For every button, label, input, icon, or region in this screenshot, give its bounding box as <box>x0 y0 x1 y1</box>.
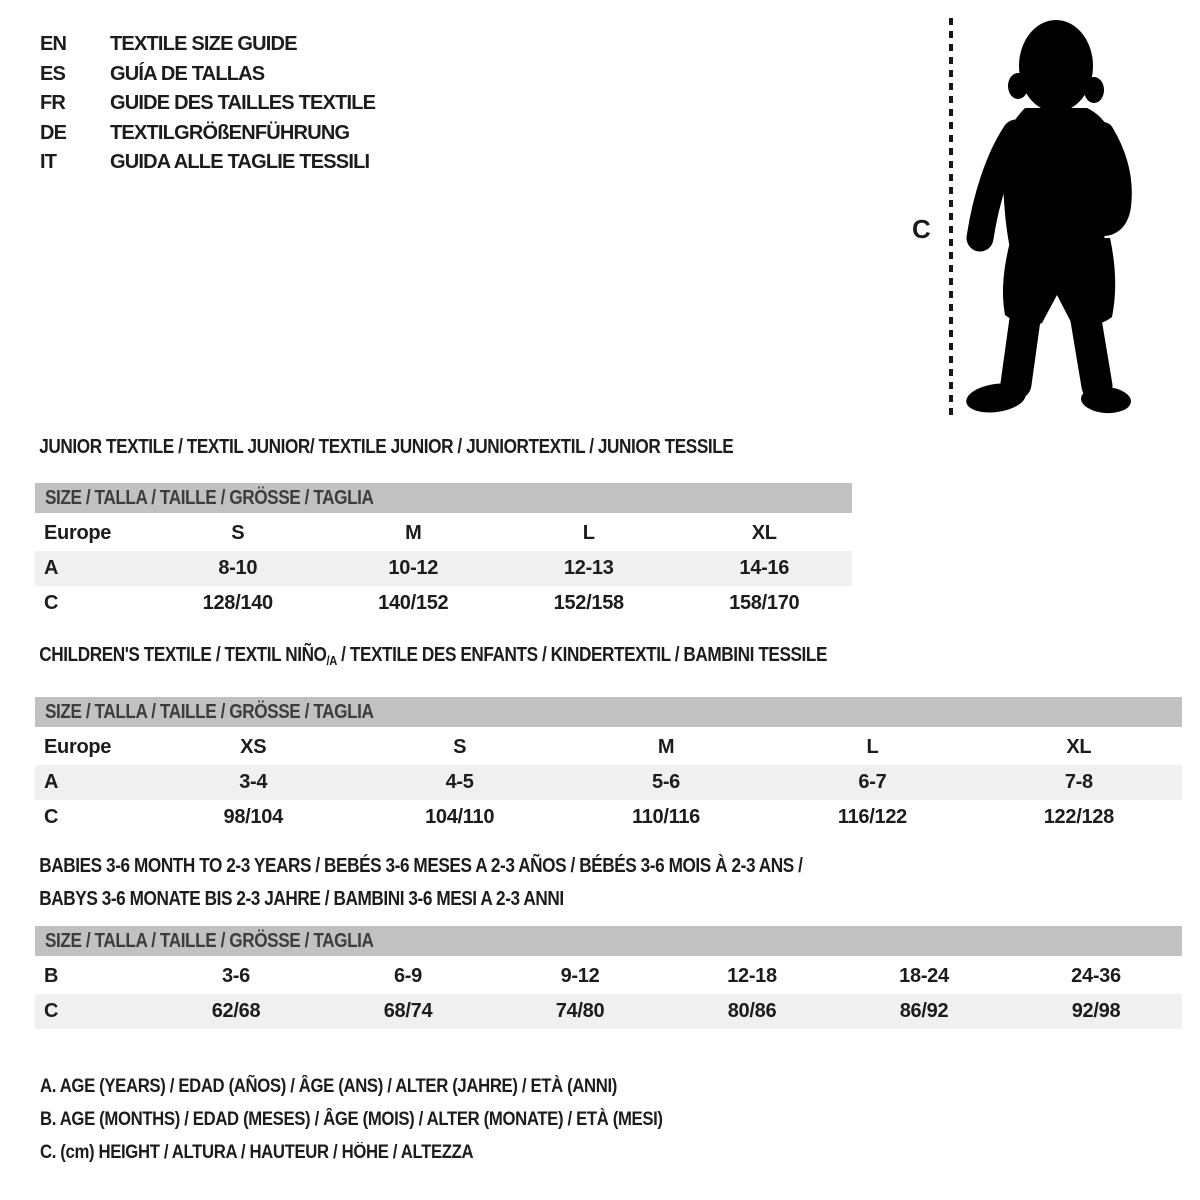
height-cell: 152/158 <box>553 592 624 614</box>
legend-line-c: C. (cm) HEIGHT / ALTURA / HAUTEUR / HÖHE / ALTEZZA <box>40 1142 474 1163</box>
height-cell: 62/68 <box>211 1000 261 1022</box>
row-label: C <box>44 806 59 828</box>
babies-textile-section <box>35 850 1182 1029</box>
height-cell: 86/92 <box>899 1000 949 1022</box>
size-cell: L <box>582 522 595 544</box>
legend-line-a: A. AGE (YEARS) / EDAD (AÑOS) / ÂGE (ANS) / ALTER (JAHRE) / ETÀ (ANNI) <box>40 1076 618 1097</box>
age-cell: 6-7 <box>858 771 887 793</box>
junior-table <box>35 483 852 621</box>
size-header-text: SIZE / TALLA / TAILLE / GRÖSSE / TAGLIA <box>45 700 374 723</box>
babies-title-line2: BABYS 3-6 MONATE BIS 2-3 JAHRE / BAMBINI 3-6 MESI A 2-3 ANNI <box>39 888 564 910</box>
language-row-en <box>40 30 375 60</box>
row-label: B <box>44 965 59 987</box>
measurement-legend <box>40 1070 748 1169</box>
size-header-bar <box>35 926 1182 956</box>
row-label: Europe <box>44 736 112 758</box>
children-age-row <box>35 765 1182 800</box>
age-cell: 10-12 <box>388 557 439 579</box>
title-text: / TEXTILE DES ENFANTS / KINDERTEXTIL / BAMBINI TESSILE <box>336 644 828 666</box>
size-cell: M <box>405 522 422 544</box>
months-cell: 6-9 <box>393 965 422 987</box>
height-cell: 128/140 <box>202 592 273 614</box>
height-cell: 92/98 <box>1071 1000 1121 1022</box>
row-label: C <box>44 592 59 614</box>
language-row-es <box>40 60 375 90</box>
babies-table-title <box>35 850 1182 916</box>
guide-title-de: TEXTILGRÖßENFÜHRUNG <box>110 121 350 144</box>
junior-height-row <box>35 586 852 621</box>
height-cell: 98/104 <box>223 806 283 828</box>
size-header-bar <box>35 483 852 513</box>
size-header-bar <box>35 697 1182 727</box>
size-cell: L <box>866 736 879 758</box>
language-code: IT <box>40 151 57 173</box>
height-dashed-line <box>949 18 953 416</box>
height-cell: 116/122 <box>837 806 907 828</box>
junior-textile-section <box>35 437 852 621</box>
months-cell: 9-12 <box>560 965 600 987</box>
row-label: Europe <box>44 522 112 544</box>
children-height-row <box>35 800 1182 835</box>
size-cell: XL <box>751 522 777 544</box>
language-code: EN <box>40 33 67 55</box>
height-cell: 158/170 <box>729 592 800 614</box>
height-cell: 80/86 <box>727 1000 777 1022</box>
legend-line-b: B. AGE (MONTHS) / EDAD (MESES) / ÂGE (MOIS) / ALTER (MONATE) / ETÀ (MESI) <box>40 1109 663 1130</box>
babies-title-line1: BABIES 3-6 MONTH TO 2-3 YEARS / BEBÉS 3-6 MESES A 2-3 AÑOS / BÉBÉS 3-6 MOIS À 2-3 ANS / <box>39 855 803 877</box>
guide-title-fr: GUIDE DES TAILLES TEXTILE <box>110 92 376 114</box>
childrens-table-title <box>35 645 1021 671</box>
height-cell: 110/116 <box>632 806 701 828</box>
size-cell: S <box>453 736 467 758</box>
language-code: ES <box>40 62 66 85</box>
months-cell: 24-36 <box>1071 965 1121 987</box>
language-title-list <box>40 30 375 178</box>
height-cell: 74/80 <box>555 1000 605 1022</box>
junior-europe-row <box>35 516 852 551</box>
months-cell: 3-6 <box>221 965 250 987</box>
guide-title-en: TEXTILE SIZE GUIDE <box>110 33 297 55</box>
age-cell: 3-4 <box>239 771 268 793</box>
title-text: CHILDREN'S TEXTILE / TEXTIL NIÑO <box>39 644 327 666</box>
age-cell: 8-10 <box>218 557 258 579</box>
row-label: A <box>44 771 59 793</box>
language-row-fr <box>40 89 375 119</box>
guide-title-it: GUIDA ALLE TAGLIE TESSILI <box>110 151 370 173</box>
age-cell: 7-8 <box>1064 771 1093 793</box>
age-cell: 12-13 <box>563 557 614 579</box>
title-subscript: /A <box>326 653 337 668</box>
height-cell: 140/152 <box>378 592 449 614</box>
row-label: A <box>44 557 59 579</box>
size-header-text: SIZE / TALLA / TAILLE / GRÖSSE / TAGLIA <box>45 486 374 509</box>
language-row-it <box>40 148 375 178</box>
language-code: DE <box>40 121 67 144</box>
language-code: FR <box>40 92 66 114</box>
height-cell: 68/74 <box>383 1000 433 1022</box>
size-cell: M <box>657 736 675 758</box>
size-header-text: SIZE / TALLA / TAILLE / GRÖSSE / TAGLIA <box>45 929 374 952</box>
age-cell: 5-6 <box>652 771 681 793</box>
babies-height-row <box>35 994 1182 1029</box>
size-cell: XS <box>240 736 267 758</box>
childrens-table <box>35 697 1182 835</box>
childrens-textile-section <box>35 645 1182 835</box>
months-cell: 18-24 <box>899 965 949 987</box>
children-europe-row <box>35 730 1182 765</box>
height-cell: 104/110 <box>425 806 495 828</box>
height-cell: 122/128 <box>1043 806 1114 828</box>
age-cell: 14-16 <box>739 557 790 579</box>
junior-age-row <box>35 551 852 586</box>
size-cell: XL <box>1066 736 1092 758</box>
language-row-de <box>40 119 375 149</box>
months-cell: 12-18 <box>727 965 777 987</box>
toddler-silhouette-icon <box>963 16 1141 418</box>
guide-title-es: GUÍA DE TALLAS <box>110 62 265 85</box>
babies-table <box>35 926 1182 1029</box>
age-cell: 4-5 <box>445 771 474 793</box>
size-cell: S <box>231 522 245 544</box>
junior-table-title: JUNIOR TEXTILE / TEXTIL JUNIOR/ TEXTILE JUNIOR / JUNIORTEXTIL / JUNIOR TESSILE <box>39 436 734 458</box>
babies-months-row <box>35 959 1182 994</box>
row-label: C <box>44 1000 59 1022</box>
height-marker-label: C <box>912 214 931 244</box>
